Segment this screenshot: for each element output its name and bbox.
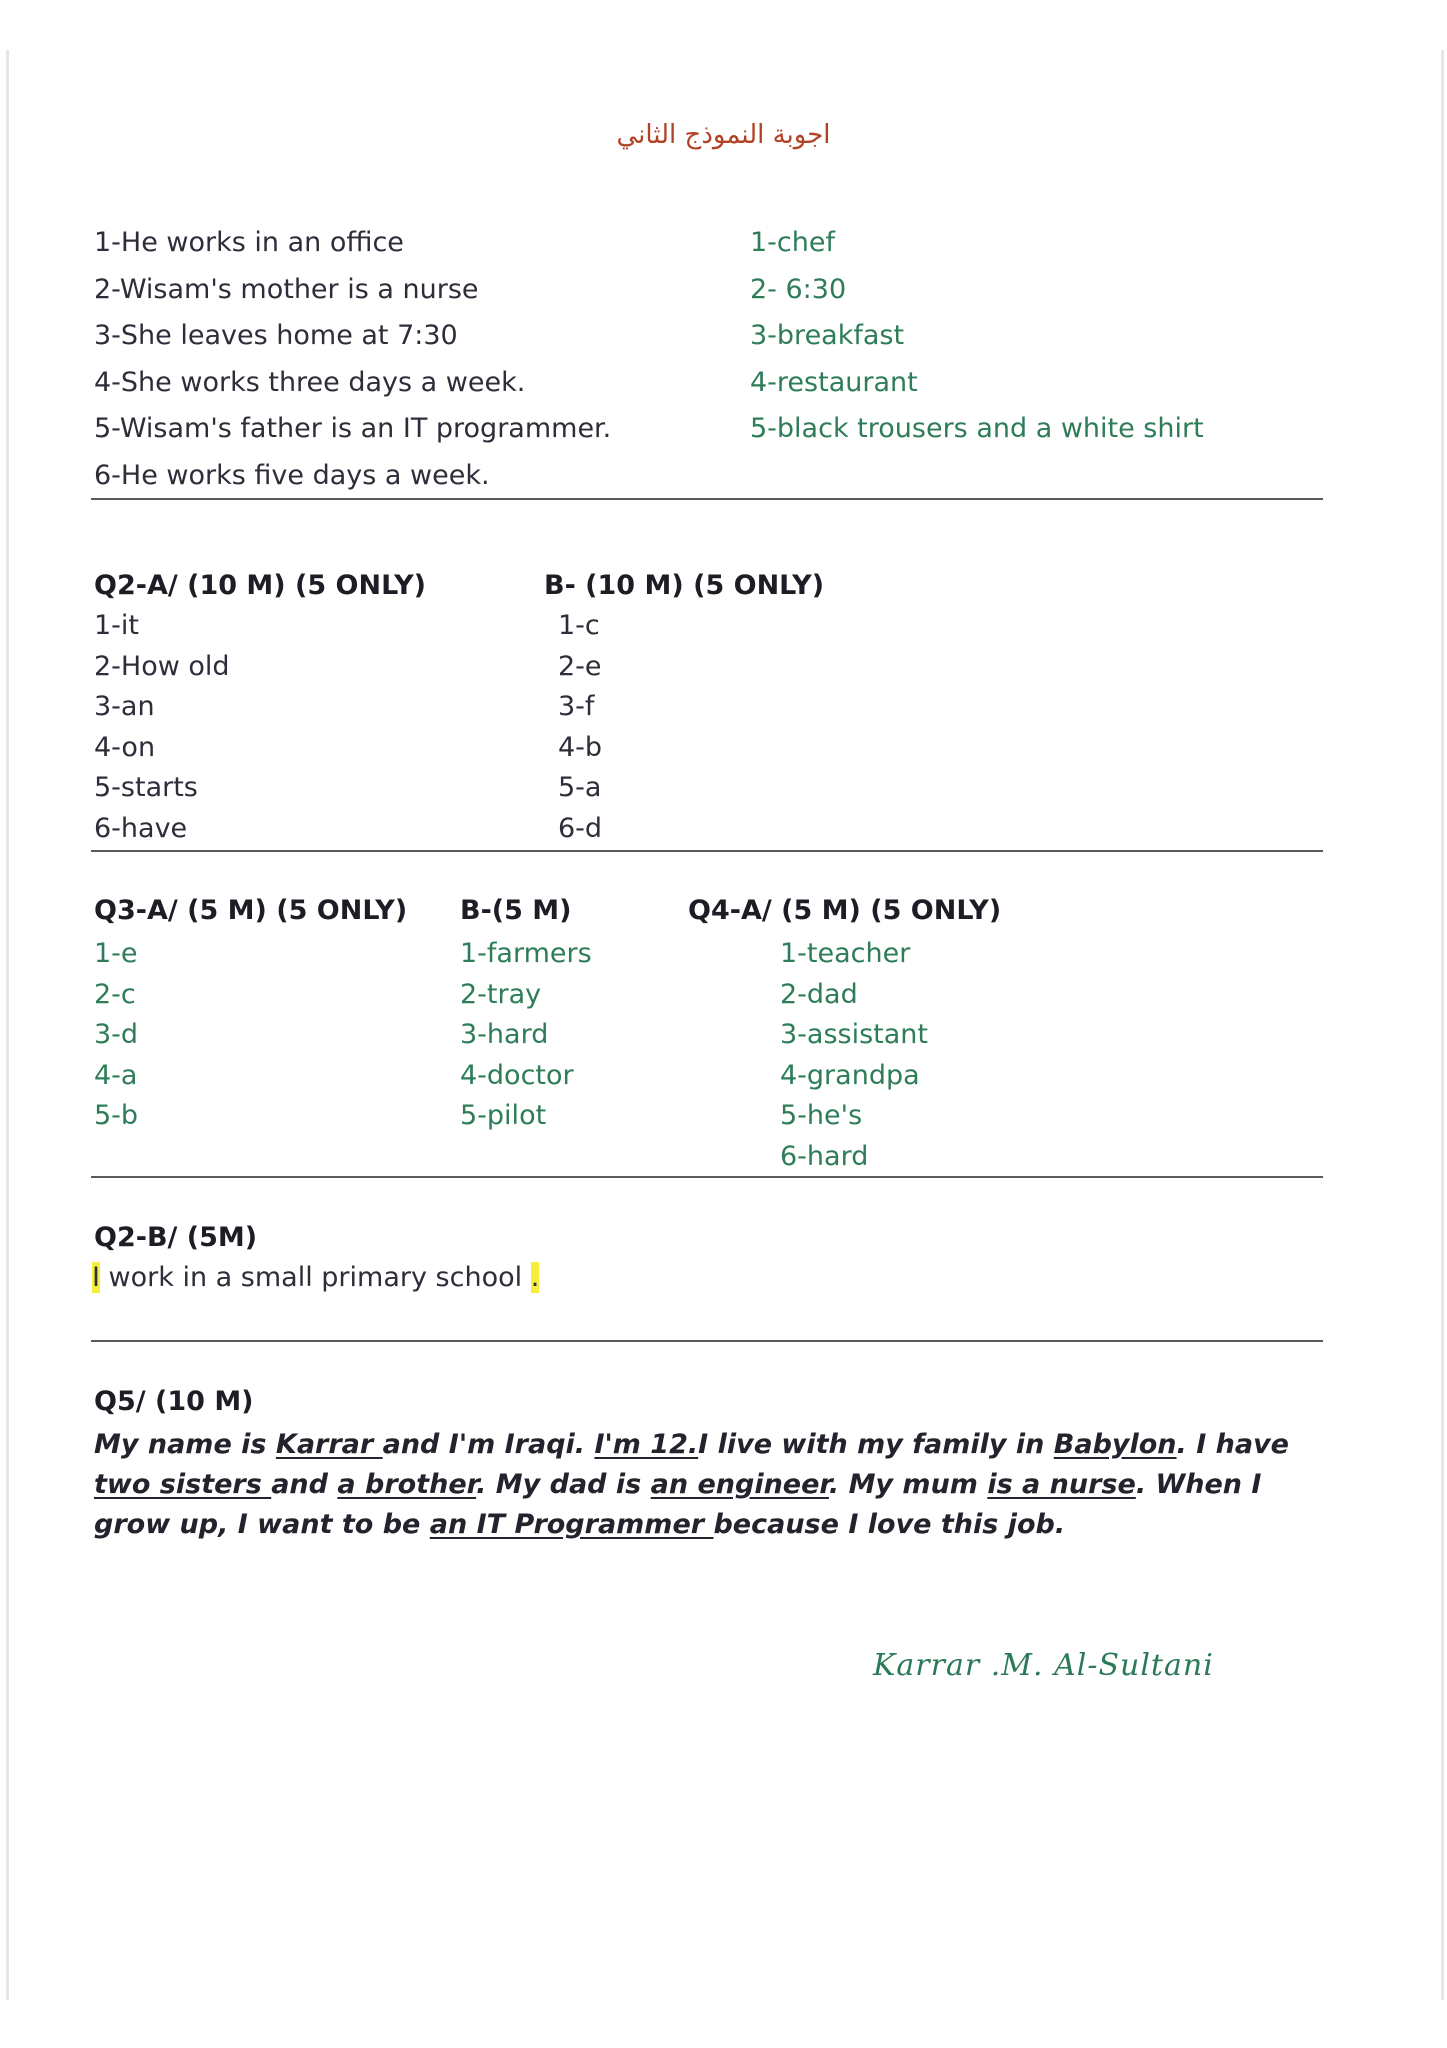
underlined-answer: a brother bbox=[337, 1469, 477, 1500]
text-run: . I have bbox=[1176, 1429, 1289, 1460]
list-item: 3-an bbox=[94, 691, 155, 722]
list-item: 4-b bbox=[558, 731, 603, 763]
q2-a-list bbox=[94, 606, 230, 849]
q3-a-heading: Q3-A/ (5 M) (5 ONLY) bbox=[94, 895, 408, 926]
list-item: 2-c bbox=[94, 978, 136, 1010]
q2b-sentence bbox=[92, 1262, 539, 1293]
list-item: 3-breakfast bbox=[750, 320, 905, 351]
list-item: 4-grandpa bbox=[780, 1059, 920, 1091]
list-item: 4-She works three days a week. bbox=[94, 366, 526, 398]
underlined-answer: Babylon bbox=[1053, 1429, 1177, 1460]
list-item: 5-Wisam's father is an IT programmer. bbox=[94, 413, 612, 444]
text-run: . My mum bbox=[828, 1469, 988, 1500]
signature: Karrar .M. Al-Sultani bbox=[873, 1648, 1214, 1683]
list-item: 3-d bbox=[94, 1019, 139, 1050]
list-item: 4-doctor bbox=[460, 1059, 574, 1091]
list-item: 6-He works five days a week. bbox=[94, 459, 490, 491]
text-run: because I love this job. bbox=[713, 1509, 1066, 1540]
underlined-answer: an engineer bbox=[650, 1469, 829, 1500]
list-item: 5-starts bbox=[94, 772, 198, 803]
section-divider bbox=[91, 850, 1323, 852]
q5-heading: Q5/ (10 M) bbox=[94, 1386, 254, 1417]
underlined-answer: is a nurse bbox=[987, 1469, 1136, 1500]
text-run: . When I grow up, I want to be bbox=[94, 1469, 1262, 1540]
list-item: 5-b bbox=[94, 1100, 139, 1131]
list-item: 1-chef bbox=[750, 227, 835, 258]
q1-left-list bbox=[94, 220, 611, 499]
highlighted-mark: . bbox=[530, 1262, 540, 1293]
list-item: 1-teacher bbox=[780, 938, 911, 969]
page-title: اجوبة النموذج الثاني bbox=[616, 120, 831, 150]
list-item: 1-it bbox=[94, 610, 140, 641]
list-item: 1-farmers bbox=[460, 938, 592, 969]
section-divider bbox=[91, 1340, 1323, 1342]
text-run: I live with my family in bbox=[698, 1429, 1054, 1460]
text-run: . My dad is bbox=[476, 1469, 651, 1500]
list-item: 2-e bbox=[558, 650, 602, 682]
sentence-body: work in a small primary school bbox=[99, 1262, 531, 1293]
list-item: 5-pilot bbox=[460, 1100, 547, 1131]
underlined-answer: two sisters bbox=[94, 1469, 272, 1500]
list-item: 5-he's bbox=[780, 1100, 863, 1131]
q2-b-list bbox=[558, 606, 602, 849]
underlined-answer: I'm 12. bbox=[594, 1429, 699, 1460]
q4-a-heading: Q4-A/ (5 M) (5 ONLY) bbox=[688, 895, 1002, 926]
list-item: 4-a bbox=[94, 1059, 138, 1091]
q3-b-heading: B-(5 M) bbox=[460, 895, 572, 926]
list-item: 1-He works in an office bbox=[94, 227, 404, 258]
q3-b-list bbox=[460, 934, 592, 1137]
list-item: 2-dad bbox=[780, 978, 858, 1010]
list-item: 4-restaurant bbox=[750, 366, 918, 398]
q5-paragraph bbox=[94, 1425, 1334, 1545]
underlined-answer: Karrar bbox=[275, 1429, 383, 1460]
section-divider bbox=[91, 1176, 1323, 1178]
text-run: and I'm Iraqi. bbox=[382, 1429, 595, 1460]
q3-a-list bbox=[94, 934, 138, 1137]
list-item: 6-d bbox=[558, 812, 603, 844]
list-item: 6-have bbox=[94, 812, 188, 844]
text-run: My name is bbox=[94, 1429, 276, 1460]
underlined-answer: an IT Programmer bbox=[429, 1509, 714, 1540]
list-item: 6-hard bbox=[780, 1140, 869, 1172]
section-divider bbox=[91, 498, 1323, 500]
highlighted-letter: I bbox=[92, 1262, 100, 1293]
list-item: 3-She leaves home at 7:30 bbox=[94, 320, 458, 351]
q4-a-list bbox=[780, 934, 928, 1177]
list-item: 2-Wisam's mother is a nurse bbox=[94, 273, 479, 305]
q1-right-list bbox=[750, 220, 1204, 453]
list-item: 3-hard bbox=[460, 1019, 549, 1050]
list-item: 5-a bbox=[558, 772, 602, 803]
list-item: 5-black trousers and a white shirt bbox=[750, 413, 1204, 444]
q2-b-heading: B- (10 M) (5 ONLY) bbox=[544, 570, 825, 601]
list-item: 2-How old bbox=[94, 650, 230, 682]
list-item: 3-assistant bbox=[780, 1019, 928, 1050]
list-item: 4-on bbox=[94, 731, 156, 763]
list-item: 2-tray bbox=[460, 978, 542, 1010]
list-item: 1-e bbox=[94, 938, 138, 969]
list-item: 2- 6:30 bbox=[750, 273, 847, 305]
list-item: 1-c bbox=[558, 610, 600, 641]
list-item: 3-f bbox=[558, 691, 595, 722]
text-run: and bbox=[271, 1469, 338, 1500]
q2-a-heading: Q2-A/ (10 M) (5 ONLY) bbox=[94, 570, 426, 601]
q2b-heading: Q2-B/ (5M) bbox=[94, 1222, 258, 1253]
